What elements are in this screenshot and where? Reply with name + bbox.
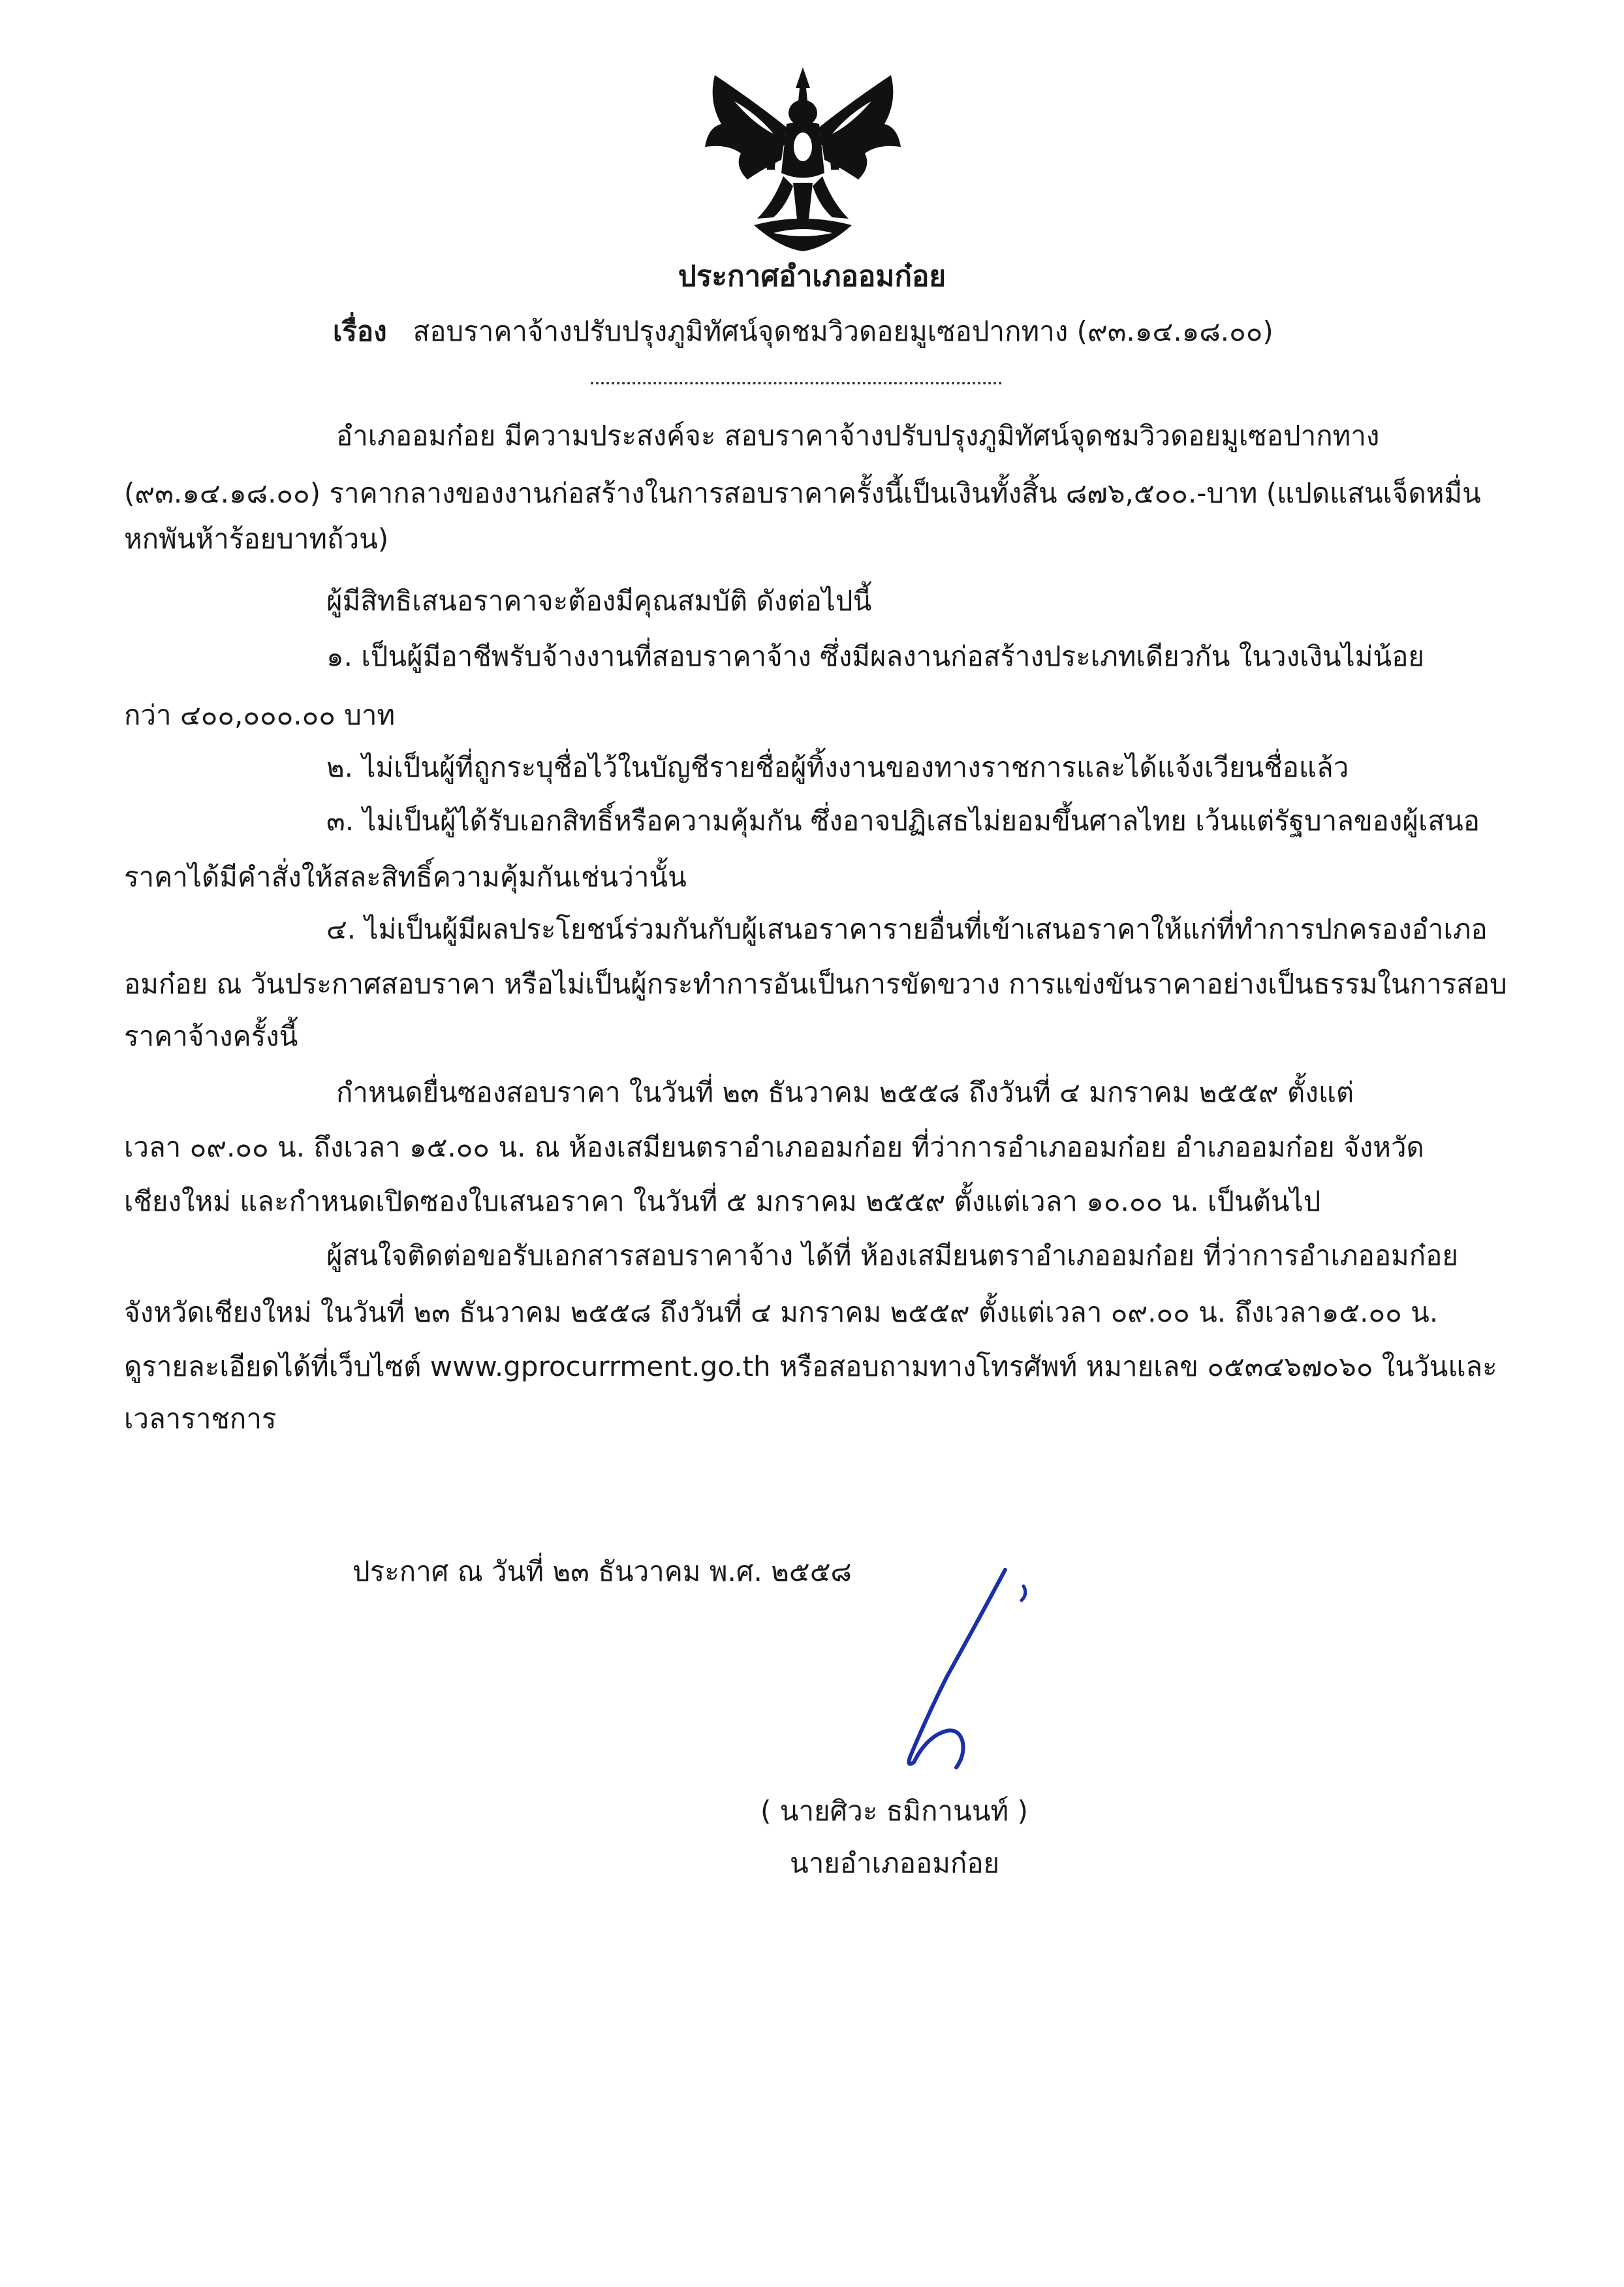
body-line: กว่า ๔๐๐,๐๐๐.๐๐ บาท (124, 699, 396, 731)
body-line: ราคาได้มีคำสั่งให้สละสิทธิ์ความคุ้มกันเช่นว่านั้น (124, 861, 687, 893)
body-line: เชียงใหม่ และกำหนดเปิดซองใบเสนอราคา ในวันที่ ๕ มกราคม ๒๕๕๙ ตั้งแต่เวลา ๑๐.๐๐ น. เป็นต้นไป (124, 1185, 1321, 1217)
body-line: หกพันห้าร้อยบาทถ้วน) (124, 523, 389, 555)
body-line: ผู้มีสิทธิเสนอราคาจะต้องมีคุณสมบัติ ดังต่อไปนี้ (326, 585, 872, 617)
garuda-emblem-icon (695, 62, 911, 258)
body-line: อำเภออมก๋อย มีความประสงค์จะ สอบราคาจ้างปรับปรุงภูมิทัศน์จุดชมวิวดอยมูเซอปากทาง (336, 420, 1380, 452)
announce-date: ประกาศ ณ วันที่ ๒๓ ธันวาคม พ.ศ. ๒๕๕๘ (352, 1555, 852, 1587)
body-line: กำหนดยื่นซองสอบราคา ในวันที่ ๒๓ ธันวาคม ๒๕๕๘ ถึงวันที่ ๔ มกราคม ๒๕๕๙ ตั้งแต่ (336, 1076, 1354, 1108)
subject-line (333, 310, 1273, 353)
body-line: ผู้สนใจติดต่อขอรับเอกสารสอบราคาจ้าง ได้ที่ ห้องเสมียนตราอำเภออมก๋อย ที่ว่าการอำเภออมก๋อย (326, 1239, 1458, 1271)
signer-name: ( นายศิวะ ธมิกานนท์ ) (760, 1795, 1028, 1827)
body-line: ๒. ไม่เป็นผู้ที่ถูกระบุชื่อไว้ในบัญชีรายชื่อผู้ทิ้งงานของทางราชการและได้แจ้งเวียนชื่อแล้ว (326, 751, 1349, 783)
body-line: ๔. ไม่เป็นผู้มีผลประโยชน์ร่วมกันกับผู้เสนอราคารายอื่นที่เข้าเสนอราคาให้แก่ที่ทำการปกครองอำเภอ (326, 913, 1488, 945)
subject-label: เรื่อง (333, 315, 387, 347)
body-line: เวลา ๐๙.๐๐ น. ถึงเวลา ๑๕.๐๐ น. ณ ห้องเสมียนตราอำเภออมก๋อย ที่ว่าการอำเภออมก๋อย อำเภออมก๋อย จังหวัด (124, 1131, 1424, 1163)
body-line: อมก๋อย ณ วันประกาศสอบราคา หรือไม่เป็นผู้กระทำการอันเป็นการขัดขวาง การแข่งขันราคาอย่างเป็นธรรมในการสอบ (124, 968, 1507, 1000)
body-line: ๓. ไม่เป็นผู้ได้รับเอกสิทธิ์หรือความคุ้มกัน ซึ่งอาจปฏิเสธไม่ยอมขึ้นศาลไทย เว้นแต่รัฐบาลของผู้เสนอ (326, 805, 1480, 837)
body-line: เวลาราชการ (124, 1403, 277, 1435)
signer-position: นายอำเภออมก๋อย (790, 1847, 1000, 1879)
body-line: จังหวัดเชียงใหม่ ในวันที่ ๒๓ ธันวาคม ๒๕๕๘ ถึงวันที่ ๔ มกราคม ๒๕๕๙ ตั้งแต่เวลา ๐๙.๐๐ น. ถึงเวลา๑๕.๐๐ น. (124, 1296, 1439, 1328)
page-title: ประกาศอำเภออมก๋อย (678, 260, 946, 293)
body-line: (๙๓.๑๔.๑๘.๐๐) ราคากลางของงานก่อสร้างในการสอบราคาครั้งนี้เป็นเงินทั้งสิ้น ๘๗๖,๕๐๐.-บาท (แปดแสนเจ็ดหมื่น (124, 477, 1481, 509)
body-line: ราคาจ้างครั้งนี้ (124, 1020, 298, 1052)
dotted-divider (591, 382, 1002, 384)
body-line: ดูรายละเอียดได้ที่เว็บไซต์ www.gprocurrment.go.th หรือสอบถามทางโทรศัพท์ หมายเลข ๐๕๓๔๖๗๐๖๐ ในวันและ (124, 1350, 1497, 1382)
body-line: ๑. เป็นผู้มีอาชีพรับจ้างงานที่สอบราคาจ้าง ซึ่งมีผลงานก่อสร้างประเภทเดียวกัน ในวงเงินไม่น้อย (326, 640, 1425, 672)
subject-text: สอบราคาจ้างปรับปรุงภูมิทัศน์จุดชมวิวดอยมูเซอปากทาง (๙๓.๑๔.๑๘.๐๐) (413, 315, 1273, 347)
signature-icon (849, 1560, 1057, 1775)
